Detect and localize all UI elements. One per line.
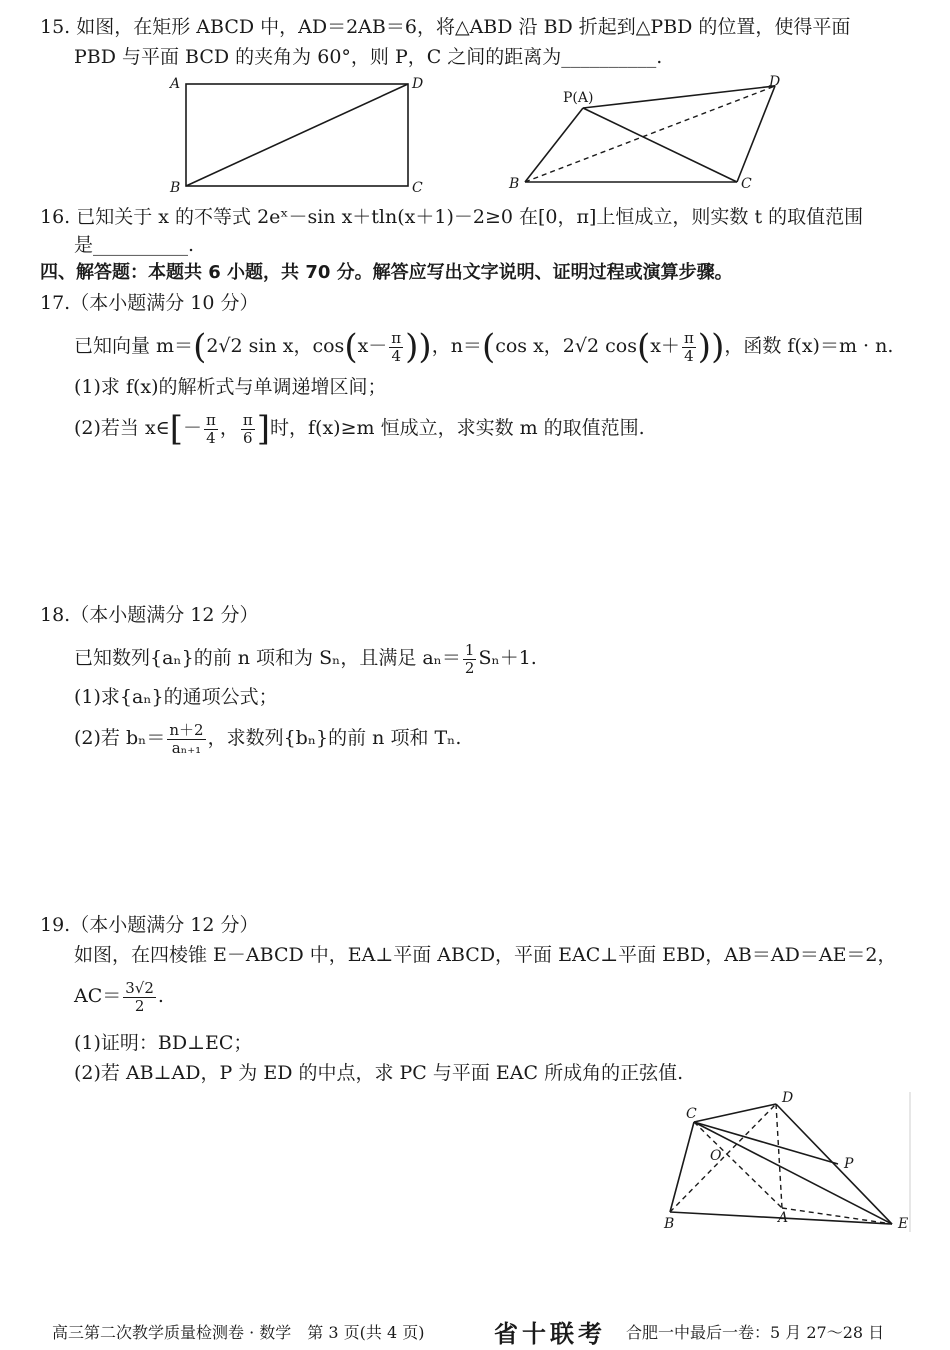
q18-header: 18.（本小题满分 12 分） bbox=[40, 604, 259, 626]
label-e: E bbox=[898, 1216, 909, 1232]
q17-part2: (2)若当 x∈[－ $\frac{\pi}{4}$ ， $\frac{\pi}{6}$ ]时，f(x)≥m 恒成立，求实数 m 的取值范围. bbox=[74, 409, 645, 449]
edge-pc bbox=[583, 108, 737, 182]
rectangle-figure bbox=[160, 72, 440, 197]
label-a3: A bbox=[778, 1210, 789, 1226]
q15-line1: 15. 如图，在矩形 ABCD 中，AD＝2AB＝6，将△ABD 沿 BD 折起到△PBD 的位置，使得平面 bbox=[40, 16, 851, 38]
label-c3: C bbox=[686, 1106, 697, 1122]
q18-part1: (1)求{aₙ}的通项公式； bbox=[74, 686, 278, 708]
q17-stem: 已知向量 m＝(2√2 sin x，cos(x－ $\frac{\pi}{4}$ ))，n＝(cos x，2√2 cos(x＋ $\frac{\pi}{4}$ ))，函数 f(x)＝m · n. bbox=[74, 327, 894, 367]
pyramid-figure bbox=[660, 1088, 920, 1238]
q18-part2: (2)若 bₙ＝ $\frac{n+2}{\text{aₙ₊₁}}$ ，求数列{bₙ}的前 n 项和 Tₙ. bbox=[74, 720, 462, 757]
q15-line2: PBD 与平面 BCD 的夹角为 60°，则 P，C 之间的距离为__________. bbox=[74, 46, 663, 68]
q19-part2: (2)若 AB⊥AD，P 为 ED 的中点，求 PC 与平面 EAC 所成角的正弦值. bbox=[74, 1062, 684, 1084]
edge-dc bbox=[737, 86, 775, 182]
label-c: C bbox=[412, 180, 423, 196]
fraction-pi-4: $\frac{\pi}{4}$ bbox=[391, 328, 402, 365]
q16-line2: 是__________. bbox=[74, 234, 195, 256]
diagonal-bd bbox=[186, 84, 408, 186]
footer-brand-logo: 省十联考 bbox=[494, 1319, 606, 1348]
label-pa: P(A) bbox=[563, 90, 594, 106]
footer-left: 高三第二次教学质量检测卷 · 数学 第 3 页(共 4 页) bbox=[52, 1323, 425, 1342]
label-p: P bbox=[844, 1156, 854, 1172]
label-o: O bbox=[710, 1148, 722, 1164]
label-c2: C bbox=[741, 176, 752, 192]
label-d2: D bbox=[769, 74, 781, 90]
folded-figure bbox=[505, 72, 795, 197]
label-d: D bbox=[412, 76, 424, 92]
label-a: A bbox=[170, 76, 181, 92]
label-b2: B bbox=[509, 176, 520, 192]
label-b3: B bbox=[664, 1216, 675, 1232]
q17-header: 17.（本小题满分 10 分） bbox=[40, 292, 259, 314]
q19-stem1: 如图，在四棱锥 E－ABCD 中，EA⊥平面 ABCD，平面 EAC⊥平面 EBD，AB＝AD＝AE＝2， bbox=[74, 944, 897, 966]
q16-line1: 16. 已知关于 x 的不等式 2eˣ－sin x＋tln(x＋1)－2≥0 在[0，π]上恒成立，则实数 t 的取值范围 bbox=[40, 206, 864, 228]
q19-header: 19.（本小题满分 12 分） bbox=[40, 914, 259, 936]
section-heading: 四、解答题：本题共 6 小题，共 70 分。解答应写出文字说明、证明过程或演算步骤。 bbox=[40, 262, 733, 283]
q19-stem2: AC＝ $\frac{3√2}{2}$ . bbox=[74, 978, 164, 1015]
label-b: B bbox=[170, 180, 181, 196]
label-d3: D bbox=[782, 1090, 794, 1106]
q18-stem: 已知数列{aₙ}的前 n 项和为 Sₙ，且满足 aₙ＝ $\frac{1}{2}$ Sₙ＋1. bbox=[74, 640, 537, 677]
q19-part1: (1)证明：BD⊥EC； bbox=[74, 1032, 253, 1054]
fraction-pi-4b: $\frac{\pi}{4}$ bbox=[683, 328, 694, 365]
q17-part1: (1)求 f(x)的解析式与单调递增区间； bbox=[74, 376, 387, 398]
footer-right: 合肥一中最后一卷：5 月 27～28 日 bbox=[626, 1323, 885, 1342]
